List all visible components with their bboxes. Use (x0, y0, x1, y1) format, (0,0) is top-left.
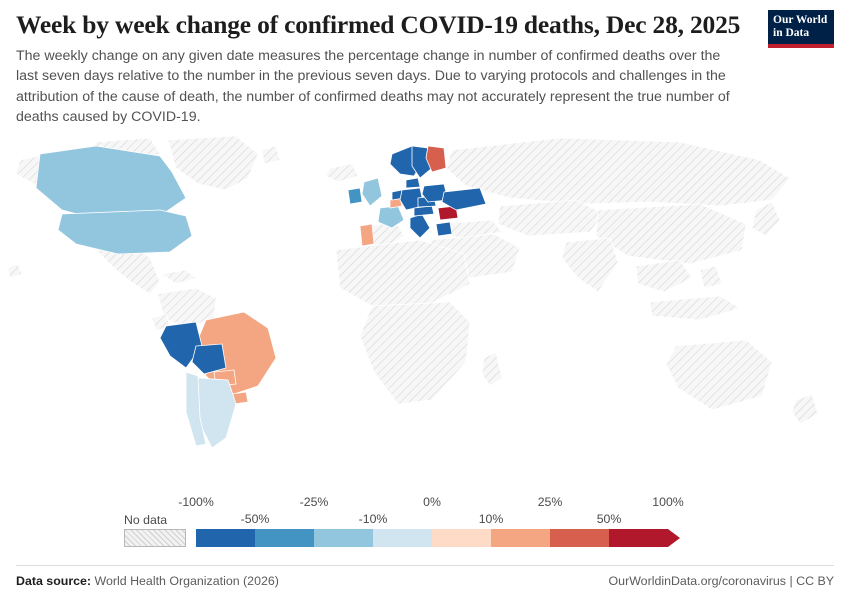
chart-footer (16, 565, 834, 588)
legend-bin-4[interactable] (432, 529, 491, 547)
legend-bin-1[interactable] (255, 529, 314, 547)
legend-no-data-swatch[interactable] (124, 529, 186, 547)
legend-no-data-label: No data (124, 513, 168, 527)
footer-separator: | (789, 574, 793, 588)
footer-source (16, 574, 279, 588)
legend-label-upper-1: -25% (299, 495, 329, 509)
chart-header (16, 10, 756, 127)
legend-label-lower-2: 10% (478, 512, 504, 526)
legend-label-lower-0: -50% (240, 512, 270, 526)
legend-bin-0[interactable] (196, 529, 255, 547)
footer-source-label: Data source: (16, 574, 92, 588)
map-country-greece (436, 222, 452, 236)
chart-legend (0, 495, 850, 555)
legend-overflow-arrow-icon (668, 529, 680, 547)
page-title: Week by week change of confirmed COVID-19 deaths, Dec 28, 2025 (16, 10, 741, 39)
footer-site-link[interactable]: OurWorldinData.org/coronavirus (608, 574, 786, 588)
world-choropleth-map[interactable] (0, 132, 850, 492)
footer-links (609, 574, 834, 588)
legend-bin-7[interactable] (609, 529, 668, 547)
legend-label-upper-3: 25% (537, 495, 563, 509)
owid-logo[interactable] (768, 10, 834, 48)
map-country-austria (414, 206, 434, 216)
map-country-ireland (348, 188, 362, 204)
legend-bin-2[interactable] (314, 529, 373, 547)
chart-subtitle: The weekly change on any given date measures the percentage change in number of confirmed deaths over the last seven days relative to the number in the previous seven days. Due to varying protocols and challenges in the attribution of the cause of death, the number of confirmed deaths may not accurately represent the true number of deaths caused by COVID-19. (16, 48, 730, 125)
legend-bin-3[interactable] (373, 529, 432, 547)
map-country-portugal (360, 224, 374, 246)
legend-bin-6[interactable] (550, 529, 609, 547)
footer-license-link[interactable]: CC BY (796, 574, 834, 588)
map-country-united-states (58, 210, 192, 254)
legend-label-upper-2: 0% (423, 495, 441, 509)
map-country-bolivia (192, 344, 226, 374)
footer-source-value: World Health Organization (2026) (94, 574, 279, 588)
legend-bin-5[interactable] (491, 529, 550, 547)
map-country-italy (410, 214, 430, 238)
legend-label-upper-0: -100% (178, 495, 214, 509)
owid-logo-line2: in Data (773, 26, 810, 39)
map-country-denmark (406, 178, 420, 188)
legend-label-lower-1: -10% (358, 512, 388, 526)
legend-color-bins[interactable] (196, 529, 680, 547)
map-country-united-kingdom (362, 178, 382, 206)
legend-label-upper-4: 100% (652, 495, 684, 509)
owid-logo-line1: Our World (773, 14, 828, 26)
legend-label-lower-3: 50% (596, 512, 622, 526)
